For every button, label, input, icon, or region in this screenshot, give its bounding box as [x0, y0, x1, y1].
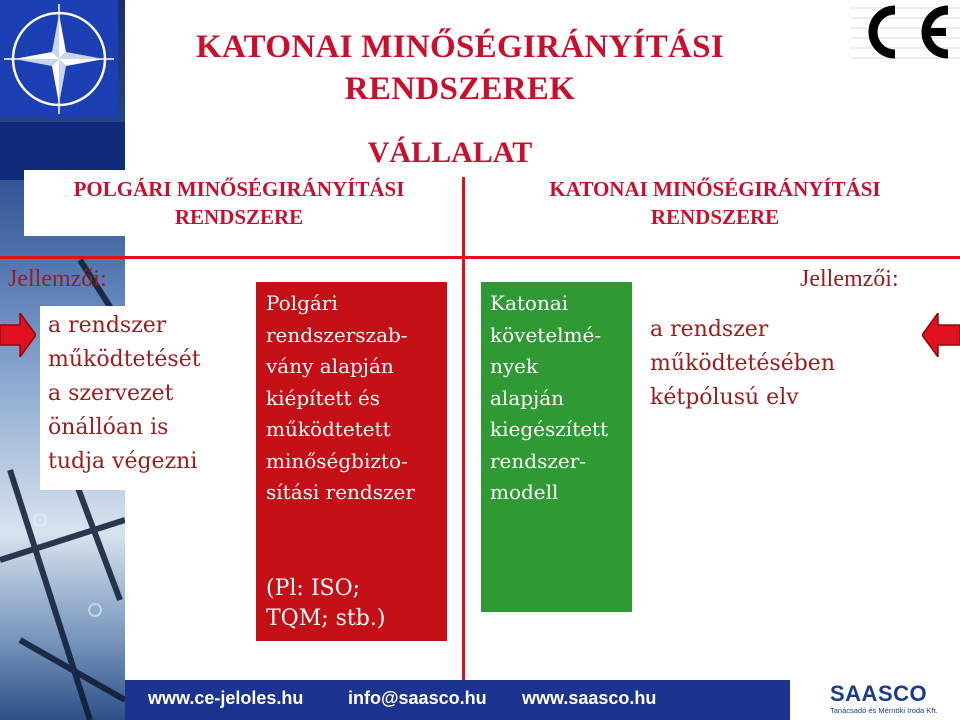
left-features-label: Jellemzői: — [8, 266, 107, 292]
military-system-text: Katonai követelmé- nyek alapján kiegészített rendszer- modell — [490, 291, 609, 504]
page-title-line2: RENDSZEREK — [344, 71, 576, 107]
arrow-right-icon — [0, 313, 36, 357]
arrow-left-icon — [922, 313, 958, 357]
left-heading-line2: RENDSZERE — [174, 205, 304, 229]
saasco-logo — [830, 682, 960, 720]
footer-link-ce-jeloles[interactable]: www.ce-jeloles.hu — [148, 688, 304, 708]
right-heading-line1: KATONAI MINŐSÉGIRÁNYÍTÁSI — [549, 177, 881, 201]
ce-mark-logo — [850, 2, 960, 62]
civil-system-text: Polgári rendszerszab- vány alapján kiépített és működtetett minőségbizto- sítási rendszer — [266, 291, 415, 504]
military-system-example: (Pl:AQAP) — [490, 576, 602, 601]
right-features-label: Jellemzői: — [800, 266, 899, 292]
company-heading: VÁLLALAT — [367, 136, 533, 169]
footer-link-email[interactable]: info@saasco.hu — [348, 688, 487, 708]
saasco-logo-name: SAASCO — [830, 681, 928, 706]
left-heading-line1: POLGÁRI MINŐSÉGIRÁNYÍTÁSI — [73, 177, 405, 201]
nato-logo — [0, 0, 118, 118]
vertical-divider — [462, 177, 465, 720]
right-heading-line2: RENDSZERE — [650, 205, 780, 229]
right-description: a rendszer működtetésében kétpólusú elv — [650, 317, 835, 410]
page-title-line1: KATONAI MINŐSÉGIRÁNYÍTÁSI — [196, 29, 724, 65]
civil-system-example: (Pl: ISO; TQM; stb.) — [266, 576, 386, 631]
footer-link-saasco[interactable]: www.saasco.hu — [522, 688, 657, 708]
left-description: a rendszer működtetését a szervezet önállóan is tudja végezni — [48, 313, 201, 474]
horizontal-divider — [0, 256, 960, 259]
saasco-logo-tagline: Tanácsadó és Mérnöki Iroda Kft. — [830, 706, 938, 715]
